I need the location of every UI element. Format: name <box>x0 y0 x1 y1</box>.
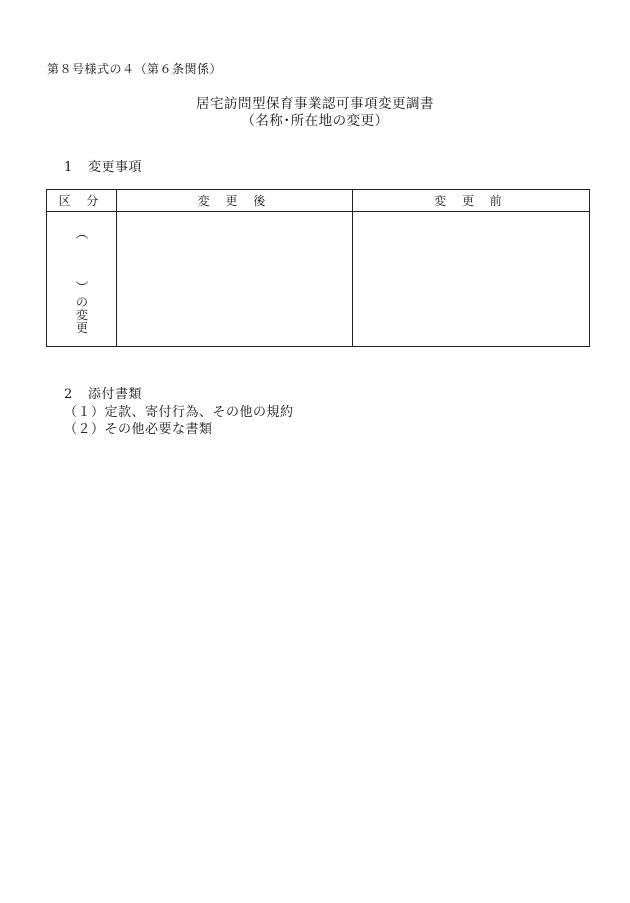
change-items-table <box>46 189 590 347</box>
section-2-number: 2 <box>64 387 73 402</box>
attachment-item-2: （２）その他必要な書類 <box>64 422 213 437</box>
table-header-row <box>47 190 590 212</box>
document-subtitle: （名称･所在地の変更） <box>241 113 389 129</box>
vertical-char: 更 <box>75 321 88 335</box>
vertical-char: 変 <box>75 308 88 322</box>
after-value-cell <box>117 212 353 347</box>
section-2-label: 添付書類 <box>88 387 143 402</box>
kubun-cell <box>47 212 117 347</box>
section-1-number: 1 <box>64 160 73 175</box>
form-number: 第８号様式の４（第６条関係） <box>47 62 223 76</box>
section-1-heading <box>64 156 142 175</box>
open-bracket: ︵ <box>75 227 89 242</box>
before-value-cell <box>353 212 590 347</box>
vertical-char: の <box>75 295 88 309</box>
section-2-heading <box>64 383 142 402</box>
close-bracket: ︶ <box>75 281 89 296</box>
section-1-label: 変更事項 <box>88 160 143 175</box>
attachment-item-1: （１）定款、寄付行為、その他の規約 <box>64 405 294 420</box>
header-after: 変 更 後 <box>117 190 353 212</box>
table-row <box>47 212 590 347</box>
header-before: 変 更 前 <box>353 190 590 212</box>
kubun-vertical-label <box>47 296 117 335</box>
document-title: 居宅訪問型保育事業認可事項変更調書 <box>196 96 434 112</box>
header-kubun: 区 分 <box>47 190 117 212</box>
